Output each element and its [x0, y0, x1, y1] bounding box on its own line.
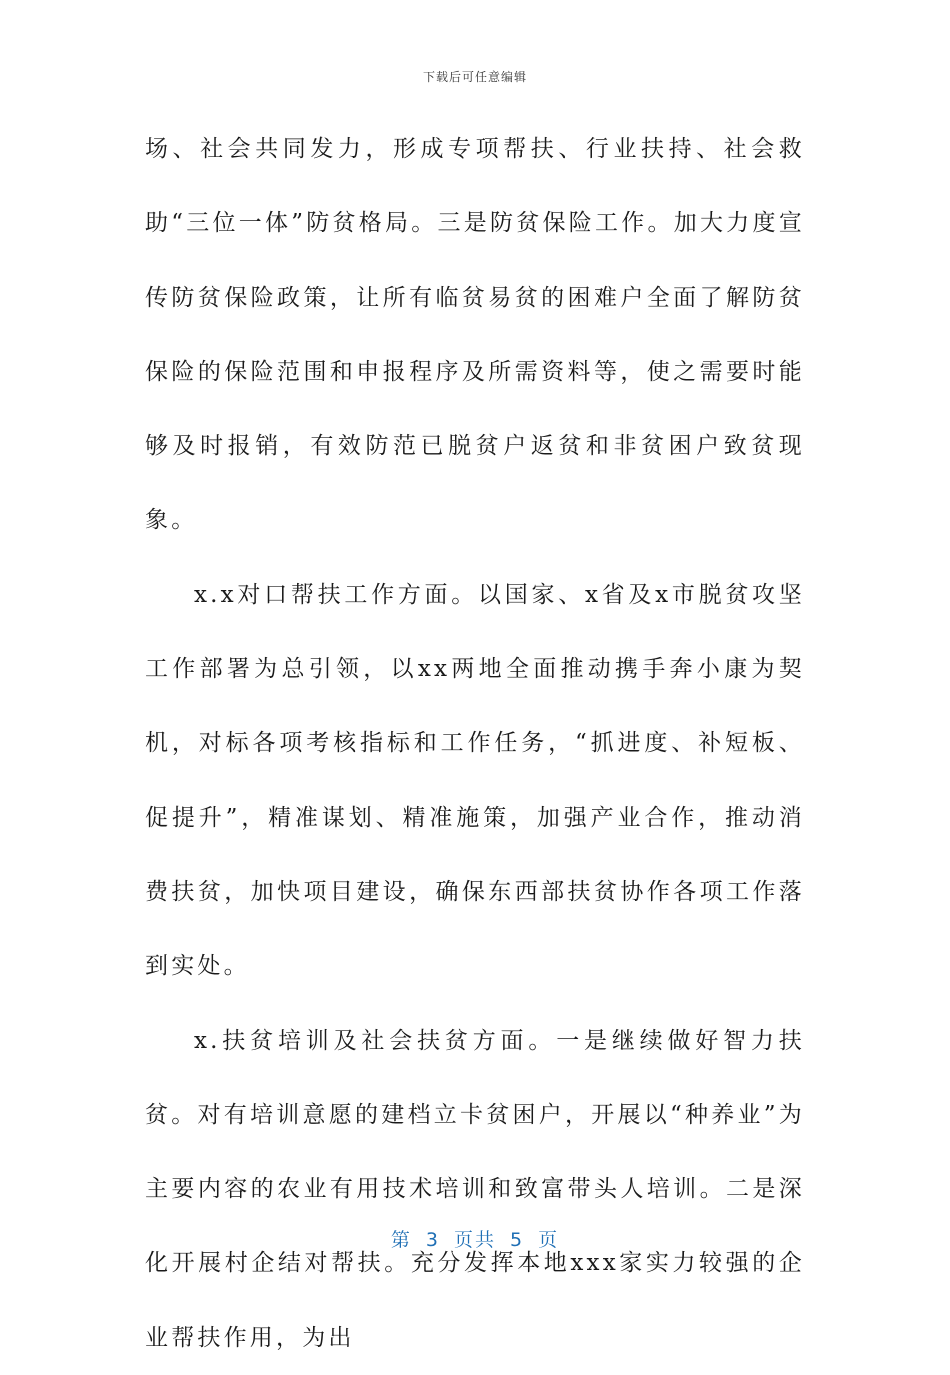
footer-total-pages: 5 — [510, 1229, 525, 1251]
footer-prefix: 第 — [390, 1229, 412, 1251]
footer-middle: 页共 — [453, 1229, 496, 1251]
footer-suffix: 页 — [538, 1229, 560, 1251]
paragraph-3: x.扶贫培训及社会扶贫方面。一是继续做好智力扶贫。对有培训意愿的建档立卡贫困户，开展以“种养业”为主要内容的农业有用技术培训和致富带头人培训。二是深化开展村企结对帮扶。充分发挥本地xxx家实力较强的企业帮扶作用，为出 — [145, 1027, 805, 1351]
footer-current-page: 3 — [425, 1229, 440, 1251]
document-body — [145, 112, 805, 1375]
paragraph-1: 场、社会共同发力，形成专项帮扶、行业扶持、社会救助“三位一体”防贫格局。三是防贫保险工作。加大力度宣传防贫保险政策，让所有临贫易贫的困难户全面了解防贫保险的保险范围和申报程序及所需资料等，使之需要时能够及时报销，有效防范已脱贫户返贫和非贫困户致贫现象。 — [145, 136, 805, 534]
page-footer — [0, 1225, 950, 1252]
page-header-note: 下载后可任意编辑 — [422, 70, 527, 84]
paragraph-2: x.x对口帮扶工作方面。以国家、x省及x市脱贫攻坚工作部署为总引领，以xx两地全面推动携手奔小康为契机，对标各项考核指标和工作任务，“抓进度、补短板、促提升”，精准谋划、精准施策，加强产业合作，推动消费扶贫，加快项目建设，确保东西部扶贫协作各项工作落到实处。 — [145, 581, 805, 980]
